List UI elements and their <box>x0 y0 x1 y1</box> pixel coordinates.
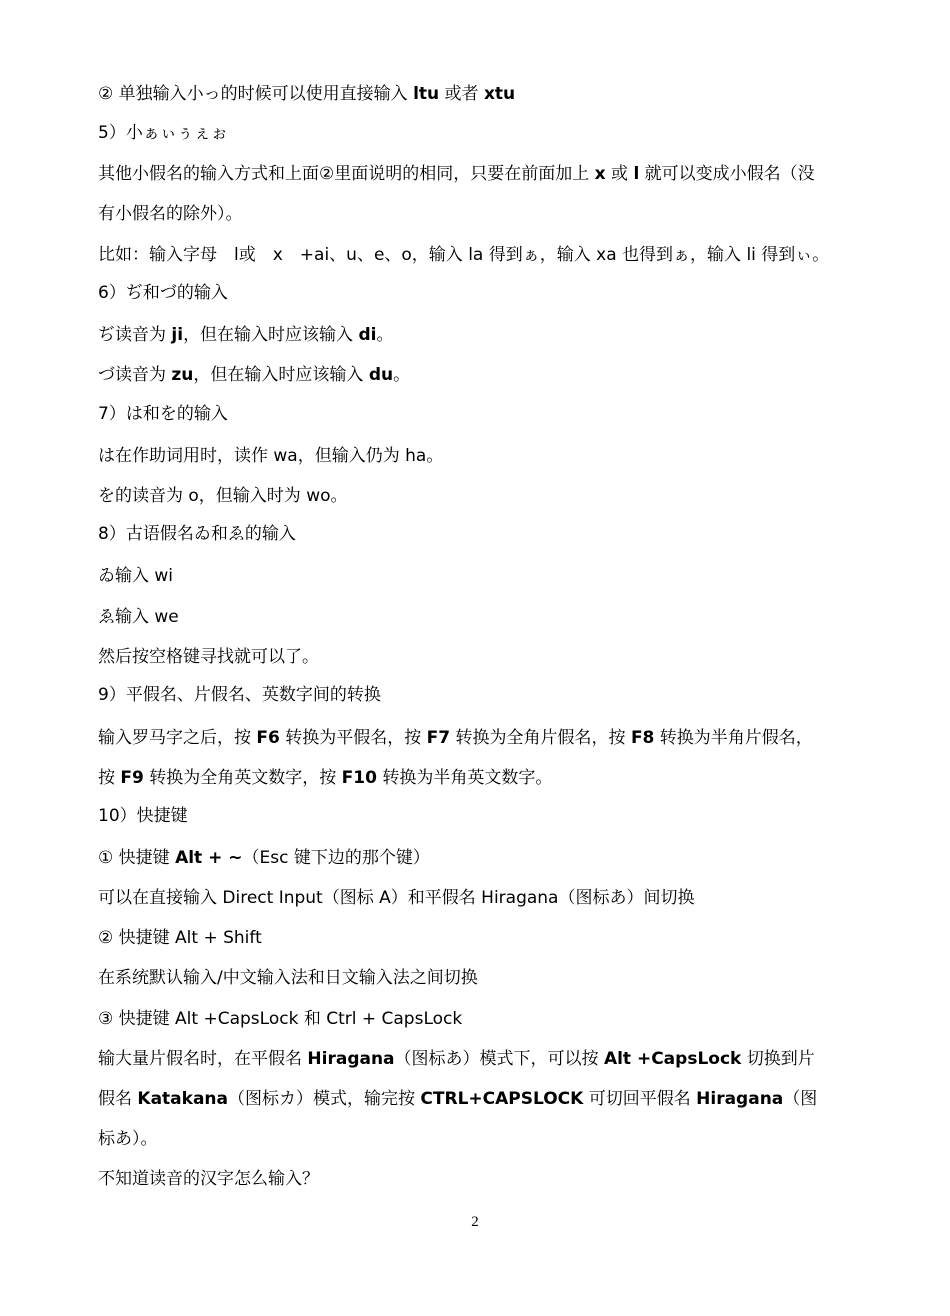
line-shortcut-3-desc-2 <box>98 1088 817 1110</box>
text-run: は在作助词用时，读作 wa，但输入仍为 ha。 <box>98 446 444 466</box>
text-run: 5）小ぁぃぅぇぉ <box>98 123 228 143</box>
text-run: 然后按空格键寻找就可以了。 <box>98 647 319 667</box>
text-run: （图标あ）模式下，可以按 <box>394 1049 604 1069</box>
text-run: 在系统默认输入/中文输入法和日文输入法之间切换 <box>98 968 478 988</box>
text-run: 转换为全角片假名，按 <box>450 728 631 748</box>
text-run: ぢ读音为 <box>98 325 172 345</box>
text-run: 切换到片 <box>741 1049 815 1069</box>
heading-di-du <box>98 282 228 304</box>
line-space-search <box>98 646 319 668</box>
bold-text: F10 <box>341 768 377 788</box>
text-run: 或者 <box>439 84 484 104</box>
line-small-kana-2 <box>98 203 243 225</box>
text-run: （Esc 键下边的那个键） <box>242 848 430 868</box>
bold-text: F7 <box>426 728 451 748</box>
text-run: ① 快捷键 <box>98 848 176 868</box>
text-run: 10）快捷键 <box>98 806 188 826</box>
line-di <box>98 324 393 346</box>
heading-archaic-kana <box>98 523 296 545</box>
text-run: 输入罗马字之后，按 <box>98 728 257 748</box>
text-run: 转换为半角英文数字。 <box>376 768 553 788</box>
line-small-kana-1 <box>98 163 815 185</box>
bold-text: x <box>594 164 606 184</box>
line-shortcut-1-desc <box>98 887 694 909</box>
text-run: 按 <box>98 768 121 788</box>
bold-text: du <box>368 365 394 385</box>
text-run: 就可以变成小假名（没 <box>639 164 815 184</box>
text-run: 。 <box>376 325 394 345</box>
text-run: ② 单独输入小っ的时候可以使用直接输入 <box>98 84 414 104</box>
line-conversion-1 <box>98 727 813 749</box>
bold-text: Hiragana <box>696 1089 784 1109</box>
text-run: 可以在直接输入 Direct Input（图标 A）和平假名 Hiragana（图标あ）间切换 <box>98 888 695 908</box>
line-unknown-kanji <box>98 1168 319 1190</box>
bold-text: Alt +CapsLock <box>603 1049 742 1069</box>
text-run: 9）平假名、片假名、英数字间的转换 <box>98 685 381 705</box>
text-run: ，但在输入时应该输入 <box>193 365 369 385</box>
line-shortcut-3-desc-1 <box>98 1048 815 1070</box>
bold-text: ji <box>171 325 184 345</box>
text-run: 转换为半角片假名， <box>654 728 813 748</box>
heading-ha-wo <box>98 403 228 425</box>
text-run: 比如：输入字母 l或 x +ai、u、e、o，输入 la 得到ぁ，输入 xa 也得到ぁ，输入 li 得到ぃ。 <box>98 245 830 265</box>
bold-text: CTRL+CAPSLOCK <box>420 1089 584 1109</box>
line-shortcut-3-desc-3 <box>98 1128 158 1150</box>
bold-text: F8 <box>630 728 655 748</box>
line-shortcut-2 <box>98 927 262 949</box>
heading-conversion <box>98 684 381 706</box>
text-run: 可切回平假名 <box>583 1089 697 1109</box>
text-run: 或 <box>605 164 634 184</box>
text-run: 有小假名的除外）。 <box>98 204 243 224</box>
line-wo <box>98 485 348 507</box>
heading-shortcuts <box>98 805 188 827</box>
text-run: ，但在输入时应该输入 <box>183 325 359 345</box>
text-run: 7）は和を的输入 <box>98 404 228 424</box>
bold-text: di <box>358 325 377 345</box>
text-run: 8）古语假名ゐ和ゑ的输入 <box>98 524 296 544</box>
text-run: （图标カ）模式，输完按 <box>228 1089 421 1109</box>
text-run: 。 <box>393 365 411 385</box>
text-run: ② 快捷键 Alt + Shift <box>98 928 262 948</box>
text-run: ③ 快捷键 Alt +CapsLock 和 Ctrl + CapsLock <box>98 1009 463 1029</box>
bold-text: Alt + ~ <box>175 848 243 868</box>
text-run: 其他小假名的输入方式和上面②里面说明的相同，只要在前面加上 <box>98 164 595 184</box>
line-shortcut-2-desc <box>98 967 478 989</box>
bold-text: zu <box>171 365 194 385</box>
bold-text: F6 <box>256 728 280 748</box>
page-number: 2 <box>471 1214 479 1230</box>
bold-text: F9 <box>120 768 144 788</box>
line-shortcut-1 <box>98 847 430 869</box>
text-run: 输大量片假名时，在平假名 <box>98 1049 308 1069</box>
text-run: ゐ输入 wi <box>98 566 174 586</box>
text-run: づ读音为 <box>98 365 172 385</box>
text-run: 标あ）。 <box>98 1129 158 1149</box>
text-run: 6）ぢ和づ的输入 <box>98 283 228 303</box>
line-du <box>98 364 410 386</box>
bold-text: Hiragana <box>307 1049 395 1069</box>
bold-text: ltu <box>413 84 440 104</box>
text-run: （图 <box>783 1089 818 1109</box>
line-we <box>98 606 179 628</box>
line-xtu <box>98 83 515 105</box>
text-run: を的读音为 o，但输入时为 wo。 <box>98 486 348 506</box>
line-small-kana-example <box>98 244 829 266</box>
line-wi <box>98 565 173 587</box>
bold-text: Katakana <box>137 1089 229 1109</box>
bold-text: xtu <box>483 84 516 104</box>
text-run: 转换为平假名，按 <box>279 728 427 748</box>
line-ha <box>98 445 443 467</box>
line-shortcut-3 <box>98 1008 462 1030</box>
bold-text: l <box>633 164 640 184</box>
line-conversion-2 <box>98 767 552 789</box>
heading-small-kana <box>98 122 228 144</box>
text-run: ゑ输入 we <box>98 607 179 627</box>
text-run: 不知道读音的汉字怎么输入？ <box>98 1169 319 1189</box>
text-run: 转换为全角英文数字，按 <box>143 768 342 788</box>
text-run: 假名 <box>98 1089 138 1109</box>
